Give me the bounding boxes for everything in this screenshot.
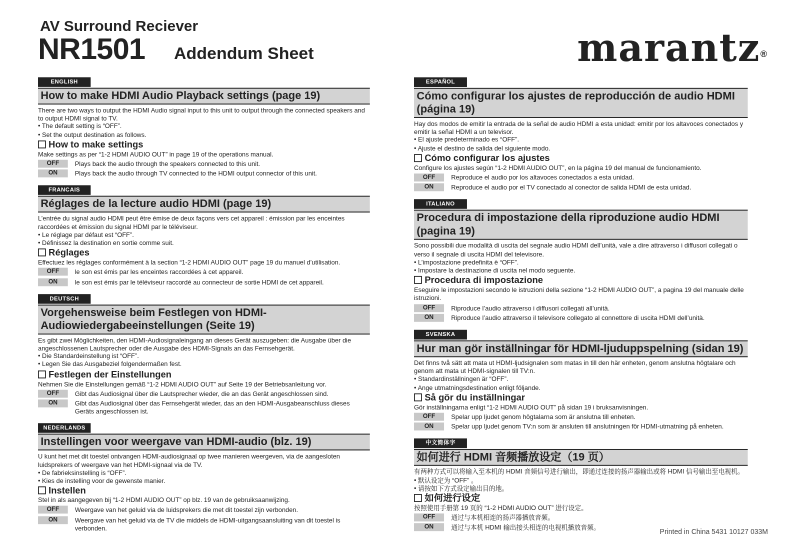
bullet-item: • Die Standardeinstellung ist “OFF”. <box>38 352 139 361</box>
subheading <box>38 486 370 497</box>
bullet-item: • Impostare la destinazione di uscita nel modo seguente. <box>414 266 576 275</box>
checkbox-icon <box>38 370 46 378</box>
language-tag: NEDERLANDS <box>38 424 91 434</box>
option-row <box>414 304 748 312</box>
option-description: Weergave van het geluid via de TV die middels de HDMI-uitgangsaansluiting van dit toestel is verbonden. <box>74 515 341 532</box>
instruction-text: Effectuez les réglages conformément à la section “1-2 HDMI AUDIO OUT” page 19 du manuel d’utilisation. <box>38 258 341 267</box>
instruction-text: Gör inställningarna enligt “1-2 HDMI AUDIO OUT” på sidan 19 i bruksanvisningen. <box>414 402 649 411</box>
option-label: ON <box>414 314 444 322</box>
instruction-text: Nehmen Sie die Einstellungen gemäß “1-2 HDMI AUDIO OUT” auf Seite 19 der Betriebsanleitung vor. <box>38 379 327 388</box>
option-description: Gibt das Audiosignal über die Lautsprecher wieder, die an das Gerät angeschlossen sind. <box>74 389 329 398</box>
option-label: ON <box>414 524 444 532</box>
option-label: ON <box>38 516 68 524</box>
option-label: OFF <box>414 413 444 421</box>
language-section <box>414 434 748 532</box>
product-subtitle: AV Surround Reciever <box>40 18 199 35</box>
option-row <box>414 174 748 182</box>
instruction-text: Configure los ajustes según “1-2 HDMI AUDIO OUT”, en la página 19 del manual de funcionamiento. <box>414 163 702 172</box>
option-row <box>38 400 370 416</box>
option-label: OFF <box>38 268 68 276</box>
instruction-text: Make settings as per “1-2 HDMI AUDIO OUT” in page 19 of the operations manual. <box>38 149 274 158</box>
bullet-item: • L’impostazione predefinita è “OFF”. <box>414 258 519 267</box>
option-description: Spelar upp ljudet genom högtalarna som är anslutna till enheten. <box>451 412 636 421</box>
bullet-item: • Kies de instelling voor de gewenste manier. <box>38 476 166 485</box>
section-title: Réglages de la lecture audio HDMI (page 19) <box>38 196 370 213</box>
option-description: Plays back the audio through TV connected to the HDMI output connector of this unit. <box>74 169 317 178</box>
section-title: Hur man gör inställningar för HDMI-ljuduppspelning (sidan 19) <box>414 340 748 357</box>
subheading-text: Festlegen der Einstellungen <box>48 369 172 380</box>
intro-text: Det finns två sätt att mata ut HDMI-ljudsignalen som matas in till den här enheten, genom anslutna högtalare och genom att mata ut HDMI-signalen till TV:n. <box>414 358 736 376</box>
option-description: Plays back the audio through the speakers connected to this unit. <box>74 159 261 168</box>
option-label: OFF <box>38 160 68 168</box>
model-name: NR1501 <box>38 33 146 66</box>
intro-text: Hay dos modos de emitir la entrada de la señal de audio HDMI a esta unidad: emitir por los altavoces conectados y emitir la señal HDMI a un televisor. <box>414 119 744 136</box>
option-label: OFF <box>38 506 68 514</box>
instruction-text: Eseguire le impostazioni secondo le istruzioni della sezione “1-2 HDMI AUDIO OUT”, a pagina 19 del manuale delle istruzioni. <box>414 285 744 302</box>
language-section <box>38 180 370 286</box>
subheading-text: 如何进行设定 <box>424 493 481 504</box>
checkbox-icon <box>414 154 422 162</box>
option-row <box>414 423 748 431</box>
bullet-item: • The default setting is “OFF”. <box>38 122 122 131</box>
bullet-item: • 请按如下方式设定输出目的地。 <box>414 484 509 493</box>
bullet-item: • El ajuste predeterminado es “OFF”. <box>414 135 520 144</box>
intro-text: Es gibt zwei Möglichkeiten, den HDMI-Audiosignaleingang an dieses Gerät auszugeben: die Ausgabe über die angeschlossenen Lautsprecher oder die Ausgabe des HDMI-Signals an das Fernsehgerät. <box>38 336 352 353</box>
section-title: Instellingen voor weergave van HDMI-audio (blz. 19) <box>38 434 370 451</box>
option-row <box>414 514 748 522</box>
option-label: OFF <box>414 174 444 182</box>
checkbox-icon <box>38 249 46 257</box>
section-title: 如何进行 HDMI 音频播放设定（19 页） <box>414 449 748 466</box>
option-description: Weergave van het geluid via de luidsprekers die met dit toestel zijn verbonden. <box>74 506 299 515</box>
option-label: ON <box>38 278 68 286</box>
registered-mark: ® <box>760 49 768 59</box>
bullet-item: • Le réglage par défaut est “OFF”. <box>38 230 134 239</box>
bullet-item: • Standardinställningen är “OFF”. <box>414 375 509 384</box>
subheading <box>414 275 748 286</box>
option-row <box>38 160 370 168</box>
language-tag: SVENSKA <box>414 330 467 340</box>
subheading <box>414 493 748 504</box>
language-section <box>38 289 370 416</box>
option-label: ON <box>414 423 444 431</box>
instruction-text: Stel in als aangegeven bij “1-2 HDMI AUDIO OUT” op blz. 19 van de gebruiksaanwijzing. <box>38 496 290 505</box>
checkbox-icon <box>414 494 422 502</box>
bullet-item: • Définissez la destination en sortie comme suit. <box>38 238 174 247</box>
language-section <box>38 72 370 178</box>
option-row <box>414 314 748 322</box>
option-description: Riproduce l’audio attraverso il televisore collegato al connettore di uscita HDMI dell’unità. <box>451 313 705 322</box>
left-column <box>38 72 370 532</box>
option-description: Gibt das Audiosignal über das Fernsehgerät wieder, das an den HDMI-Ausgabeanschluss dieses Geräts angeschlossen ist. <box>74 399 350 416</box>
right-column <box>414 72 748 532</box>
option-label: OFF <box>38 390 68 398</box>
section-title: Procedura di impostazione della riproduzione audio HDMI (pagina 19) <box>414 210 748 240</box>
subheading <box>414 153 748 164</box>
instruction-text: 按照使用手册第 19 页的 “1-2 HDMI AUDIO OUT” 进行设定。 <box>414 503 588 512</box>
subheading <box>38 369 370 380</box>
intro-text: 有两种方式可以将输入至本机的 HDMI 音频信号进行输出，即通过连接的扬声器输出或将 HDMI 信号输出至电视机。 <box>414 467 744 476</box>
language-tag: DEUTSCH <box>38 294 91 304</box>
logo-text: marantz <box>577 25 761 70</box>
marantz-logo <box>577 25 768 70</box>
subheading-text: Réglages <box>48 247 90 259</box>
option-label: OFF <box>414 514 444 522</box>
subheading <box>414 392 748 403</box>
section-title: How to make HDMI Audio Playback settings (page 19) <box>38 88 370 105</box>
bullet-item: • De fabrieksinstelling is “OFF”. <box>38 468 127 477</box>
language-tag: 中文简体字 <box>414 439 467 449</box>
language-section <box>414 325 748 431</box>
option-description: le son est émis par les enceintes raccordées à cet appareil. <box>74 268 244 277</box>
option-description: 通过与本机 HDMI 输出接头相连的电视机播放音频。 <box>451 523 600 532</box>
subheading-text: Instellen <box>48 485 86 497</box>
option-label: ON <box>38 170 68 178</box>
option-row <box>38 506 370 514</box>
bullet-item: • Set the output destination as follows. <box>38 130 147 139</box>
intro-text: There are two ways to output the HDMI Audio signal input to this unit to output through the connected speakers and to output HDMI signal to TV. <box>38 106 365 123</box>
option-description: Reproduce el audio por el TV conectado al conector de salida HDMI de esta unidad. <box>451 183 692 192</box>
subheading <box>38 248 370 259</box>
checkbox-icon <box>38 487 46 495</box>
print-info: Printed in China 5431 10127 033M <box>659 529 768 536</box>
option-row <box>38 170 370 178</box>
option-row <box>414 183 748 191</box>
section-title: Vorgehensweise beim Festlegen von HDMI-Audiowiedergabeeinstellungen (Seite 19) <box>38 305 370 335</box>
option-row <box>38 278 370 286</box>
option-row <box>414 413 748 421</box>
option-label: ON <box>38 400 68 408</box>
intro-text: L’entrée du signal audio HDMI peut être émise de deux façons vers cet appareil : émission par les enceintes raccordées et émission du signal HDMI par le téléviseur. <box>38 214 345 231</box>
bullet-item: • 默认设定为 “OFF” 。 <box>414 476 478 485</box>
language-tag: ITALIANO <box>414 200 467 210</box>
option-description: Reproduce el audio por los altavoces conectados a esta unidad. <box>451 173 635 182</box>
option-row <box>38 268 370 276</box>
bullet-item: • Ange utmatningsdestination enligt följande. <box>414 383 541 392</box>
language-section <box>414 72 748 192</box>
language-section <box>414 194 748 322</box>
section-title: Cómo configurar los ajustes de reproducción de audio HDMI (página 19) <box>414 88 748 118</box>
subheading-text: Så gör du inställningar <box>424 392 526 403</box>
language-tag: ENGLISH <box>38 77 91 87</box>
checkbox-icon <box>38 140 46 148</box>
language-tag: ESPAÑOL <box>414 77 467 87</box>
subheading-text: Procedura di impostazione <box>424 275 544 286</box>
option-row <box>38 516 370 532</box>
subheading-text: How to make settings <box>48 139 144 150</box>
option-description: Riproduce l’audio attraverso i diffusori collegati all’unità. <box>451 303 610 312</box>
language-section <box>38 418 370 532</box>
option-description: 通过与本机相连的扬声器播放音频。 <box>451 513 555 522</box>
document-title: Addendum Sheet <box>174 44 314 63</box>
language-tag: FRANCAIS <box>38 186 91 196</box>
intro-text: Sono possibili due modalità di uscita del segnale audio HDMI dell’unità, vale a dire attraverso i diffusori collegati o verso il segnale di uscita HDMI del televisore. <box>414 241 738 258</box>
option-description: le son est émis par le téléviseur raccordé au connecteur de sortie HDMI de cet appareil. <box>74 277 324 286</box>
option-label: ON <box>414 183 444 191</box>
bullet-item: • Ajuste el destino de salida del siguiente modo. <box>414 144 551 152</box>
checkbox-icon <box>414 276 422 284</box>
checkbox-icon <box>414 393 422 401</box>
option-label: OFF <box>414 304 444 312</box>
intro-text: U kunt het met dit toestel ontvangen HDMI-audiosignaal op twee manieren weergeven, via de aangesloten luidsprekers of weergave van het HDMI-signaal via de TV. <box>38 452 340 469</box>
option-description: Spelar upp ljudet genom TV:n som är ansluten till anslutningen för HDMI-utmatning på enheten. <box>451 422 724 431</box>
bullet-item: • Legen Sie das Ausgabeziel folgendermaßen fest. <box>38 360 182 369</box>
subheading-text: Cómo configurar los ajustes <box>424 153 550 164</box>
option-row <box>38 390 370 398</box>
subheading <box>38 139 370 150</box>
